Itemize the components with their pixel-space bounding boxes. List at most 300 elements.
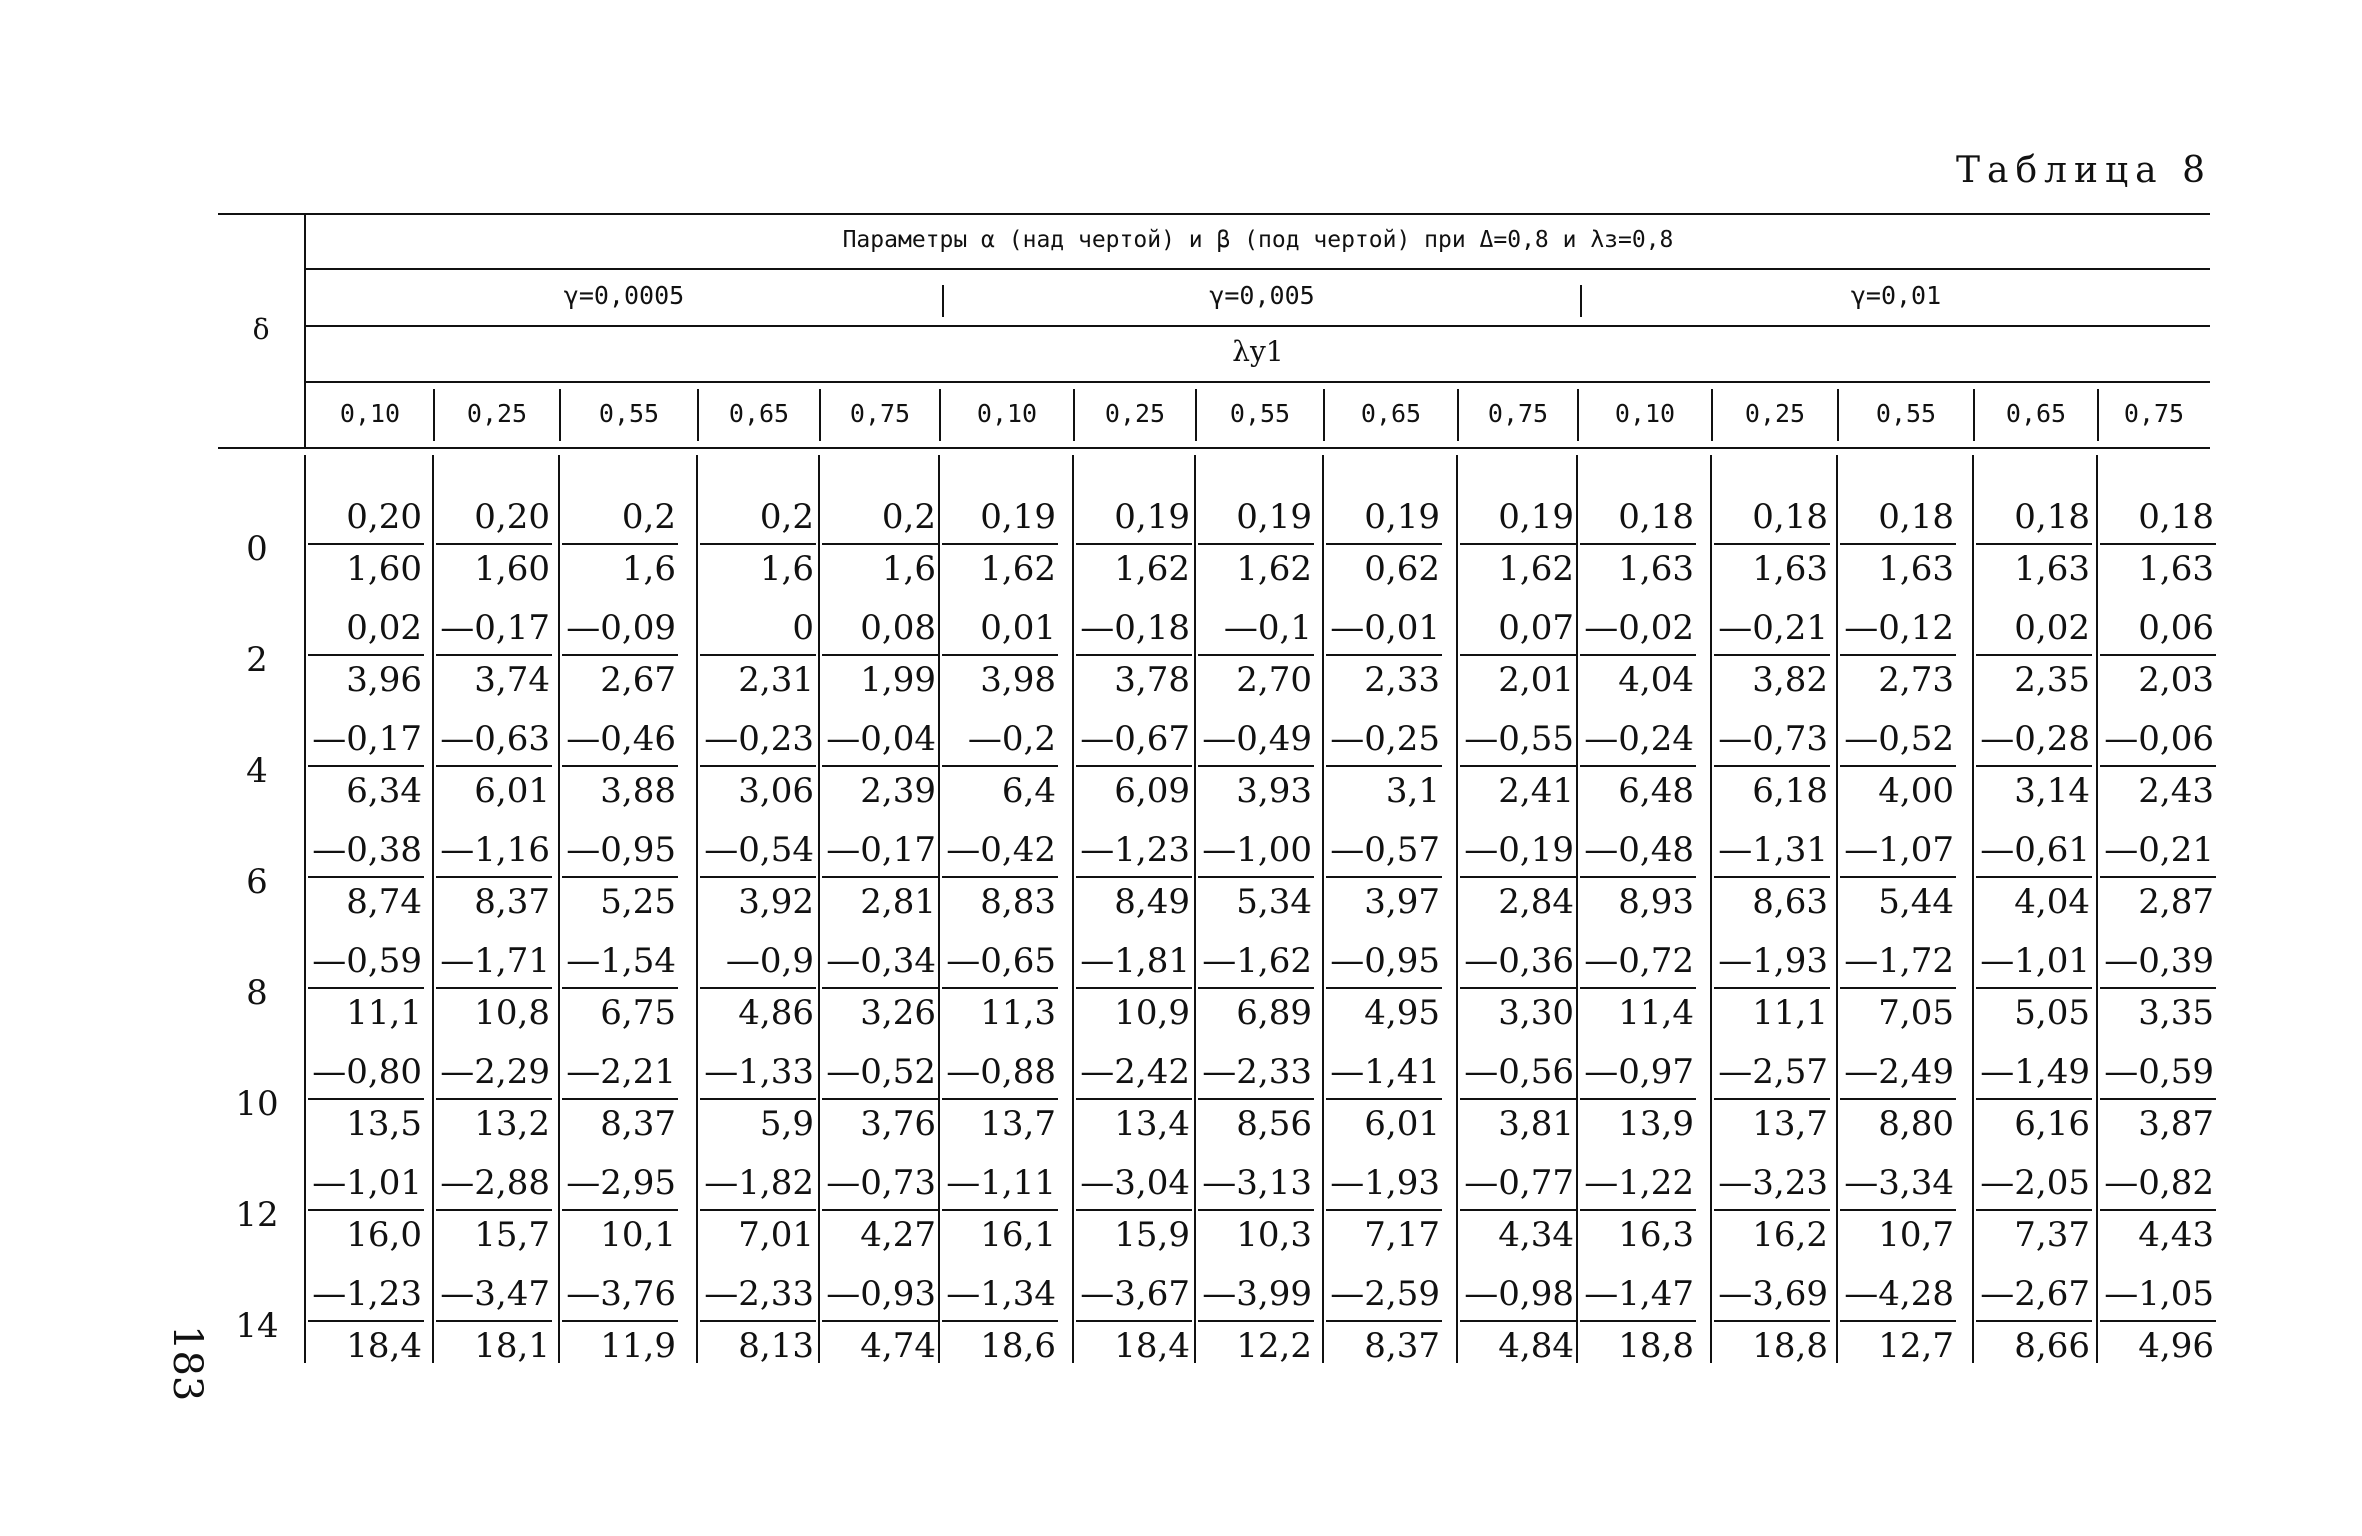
beta-value: 16,2 bbox=[1752, 1215, 1828, 1255]
alpha-value: —2,21 bbox=[566, 1052, 676, 1092]
table-cell bbox=[1458, 671, 1588, 811]
fraction-bar bbox=[2100, 1209, 2216, 1211]
alpha-value: —3,69 bbox=[1718, 1274, 1828, 1314]
fraction-bar bbox=[1326, 876, 1442, 878]
fraction-bar bbox=[2100, 1098, 2216, 1100]
table-cell bbox=[1074, 1004, 1204, 1144]
alpha-value: 0,19 bbox=[1364, 497, 1440, 537]
table-cell bbox=[1074, 449, 1204, 589]
table-cell bbox=[306, 893, 436, 1033]
table-title: Таблица 8 bbox=[1956, 150, 2212, 191]
fraction-bar bbox=[1198, 1209, 1314, 1211]
beta-value: 2,39 bbox=[860, 771, 936, 811]
fraction-bar bbox=[1580, 1098, 1696, 1100]
beta-value: 3,93 bbox=[1236, 771, 1312, 811]
alpha-value: —0,09 bbox=[566, 608, 676, 648]
table-cell bbox=[1458, 893, 1588, 1033]
body-column-separator bbox=[1072, 455, 1074, 1363]
table-cell bbox=[2098, 893, 2228, 1033]
fraction-bar bbox=[942, 1098, 1058, 1100]
fraction-bar bbox=[308, 1209, 424, 1211]
lambda-value-14: 0,65 bbox=[2005, 399, 2067, 428]
alpha-value: —0,61 bbox=[1980, 830, 2090, 870]
alpha-value: —0,98 bbox=[1464, 1274, 1574, 1314]
table-cell bbox=[1838, 1226, 1968, 1366]
fraction-bar bbox=[1976, 543, 2092, 545]
table-cell bbox=[1974, 1115, 2104, 1255]
lambda-separator bbox=[939, 389, 941, 441]
beta-value: 12,2 bbox=[1236, 1326, 1312, 1366]
fraction-bar bbox=[700, 1320, 816, 1322]
fraction-bar bbox=[1580, 543, 1696, 545]
gamma-separator-1 bbox=[942, 285, 944, 317]
beta-value: 2,67 bbox=[600, 660, 676, 700]
beta-value: 1,63 bbox=[2014, 549, 2090, 589]
alpha-value: —1,81 bbox=[1080, 941, 1190, 981]
beta-value: 6,34 bbox=[346, 771, 422, 811]
delta-value: 4 bbox=[246, 751, 268, 791]
table-cell bbox=[1838, 893, 1968, 1033]
fraction-bar bbox=[822, 654, 938, 656]
table-cell bbox=[434, 782, 564, 922]
body-column-separator bbox=[1456, 455, 1458, 1363]
beta-value: 8,37 bbox=[474, 882, 550, 922]
alpha-value: —3,04 bbox=[1080, 1163, 1190, 1203]
fraction-bar bbox=[1326, 765, 1442, 767]
table-cell bbox=[306, 449, 436, 589]
table-cell bbox=[1324, 560, 1454, 700]
table-cell bbox=[698, 560, 828, 700]
beta-value: 2,03 bbox=[2138, 660, 2214, 700]
beta-value: 15,9 bbox=[1114, 1215, 1190, 1255]
alpha-value: 0,02 bbox=[2014, 608, 2090, 648]
table-cell bbox=[306, 560, 436, 700]
beta-value: 4,27 bbox=[860, 1215, 936, 1255]
alpha-value: —1,54 bbox=[566, 941, 676, 981]
beta-value: 8,37 bbox=[600, 1104, 676, 1144]
lambda-separator bbox=[819, 389, 821, 441]
fraction-bar bbox=[436, 654, 552, 656]
body-column-separator bbox=[304, 455, 306, 1363]
fraction-bar bbox=[308, 1098, 424, 1100]
alpha-value: —0,38 bbox=[312, 830, 422, 870]
beta-value: 11,3 bbox=[980, 993, 1056, 1033]
fraction-bar bbox=[1580, 876, 1696, 878]
alpha-value: —0,59 bbox=[2104, 1052, 2214, 1092]
alpha-value: —2,67 bbox=[1980, 1274, 2090, 1314]
fraction-bar bbox=[1076, 987, 1192, 989]
alpha-value: —1,01 bbox=[312, 1163, 422, 1203]
beta-value: 1,60 bbox=[474, 549, 550, 589]
alpha-value: 0,01 bbox=[980, 608, 1056, 648]
table-cell bbox=[820, 671, 950, 811]
alpha-value: —1,22 bbox=[1584, 1163, 1694, 1203]
beta-value: 8,74 bbox=[346, 882, 422, 922]
alpha-value: —3,47 bbox=[440, 1274, 550, 1314]
fraction-bar bbox=[942, 1320, 1058, 1322]
alpha-value: —0,25 bbox=[1330, 719, 1440, 759]
table-cell bbox=[434, 560, 564, 700]
table-cell bbox=[820, 1226, 950, 1366]
fraction-bar bbox=[562, 1098, 678, 1100]
alpha-value: 0,19 bbox=[980, 497, 1056, 537]
lambda-rule bbox=[306, 381, 2210, 383]
beta-value: 4,04 bbox=[1618, 660, 1694, 700]
beta-value: 10,3 bbox=[1236, 1215, 1312, 1255]
table-cell bbox=[1458, 1115, 1588, 1255]
alpha-value: 0,18 bbox=[2138, 497, 2214, 537]
fraction-bar bbox=[1460, 1320, 1576, 1322]
fraction-bar bbox=[1840, 543, 1956, 545]
table-cell bbox=[434, 893, 564, 1033]
alpha-value: —1,23 bbox=[1080, 830, 1190, 870]
lambda-value-12: 0,25 bbox=[1744, 399, 1806, 428]
beta-value: 13,7 bbox=[1752, 1104, 1828, 1144]
lambda-value-9: 0,65 bbox=[1360, 399, 1422, 428]
lambda-value-5: 0,75 bbox=[849, 399, 911, 428]
fraction-bar bbox=[1326, 987, 1442, 989]
body-column-separator bbox=[2096, 455, 2098, 1363]
alpha-value: —1,23 bbox=[312, 1274, 422, 1314]
fraction-bar bbox=[822, 543, 938, 545]
table-cell bbox=[940, 893, 1070, 1033]
table-body bbox=[218, 449, 2214, 1367]
fraction-bar bbox=[1580, 987, 1696, 989]
alpha-value: —3,99 bbox=[1202, 1274, 1312, 1314]
alpha-value: —2,95 bbox=[566, 1163, 676, 1203]
table-cell bbox=[2098, 671, 2228, 811]
table-cell bbox=[1838, 671, 1968, 811]
beta-value: 4,84 bbox=[1498, 1326, 1574, 1366]
beta-value: 18,4 bbox=[1114, 1326, 1190, 1366]
alpha-value: —0,57 bbox=[1330, 830, 1440, 870]
fraction-bar bbox=[308, 765, 424, 767]
beta-value: 6,01 bbox=[474, 771, 550, 811]
beta-value: 4,00 bbox=[1878, 771, 1954, 811]
beta-value: 3,26 bbox=[860, 993, 936, 1033]
fraction-bar bbox=[436, 1320, 552, 1322]
alpha-value: —0,1 bbox=[1223, 608, 1312, 648]
table-cell bbox=[1578, 1226, 1708, 1366]
lambda-label: λy1 bbox=[1232, 335, 1284, 368]
fraction-bar bbox=[2100, 1320, 2216, 1322]
table-cell bbox=[1074, 893, 1204, 1033]
alpha-value: 0 bbox=[792, 608, 814, 648]
beta-value: 12,7 bbox=[1878, 1326, 1954, 1366]
table-cell bbox=[1196, 1226, 1326, 1366]
beta-value: 8,49 bbox=[1114, 882, 1190, 922]
beta-value: 10,8 bbox=[474, 993, 550, 1033]
alpha-value: —0,17 bbox=[312, 719, 422, 759]
fraction-bar bbox=[1580, 1320, 1696, 1322]
beta-value: 0,62 bbox=[1364, 549, 1440, 589]
beta-value: 13,7 bbox=[980, 1104, 1056, 1144]
table-cell bbox=[698, 1226, 828, 1366]
fraction-bar bbox=[1976, 1320, 2092, 1322]
beta-value: 6,89 bbox=[1236, 993, 1312, 1033]
alpha-value: —0,93 bbox=[826, 1274, 936, 1314]
table-cell bbox=[1196, 893, 1326, 1033]
table-cell bbox=[560, 1115, 690, 1255]
beta-value: 1,62 bbox=[1114, 549, 1190, 589]
fraction-bar bbox=[1840, 1209, 1956, 1211]
table-cell bbox=[820, 1004, 950, 1144]
table-cell bbox=[1712, 449, 1842, 589]
beta-value: 3,76 bbox=[860, 1104, 936, 1144]
beta-value: 3,88 bbox=[600, 771, 676, 811]
alpha-value: —1,33 bbox=[704, 1052, 814, 1092]
alpha-value: —4,28 bbox=[1844, 1274, 1954, 1314]
table-cell bbox=[698, 671, 828, 811]
beta-value: 5,44 bbox=[1878, 882, 1954, 922]
fraction-bar bbox=[1460, 987, 1576, 989]
beta-value: 4,74 bbox=[860, 1326, 936, 1366]
lambda-separator bbox=[1457, 389, 1459, 441]
beta-value: 18,8 bbox=[1752, 1326, 1828, 1366]
fraction-bar bbox=[1460, 1098, 1576, 1100]
body-column-separator bbox=[696, 455, 698, 1363]
table-cell bbox=[698, 449, 828, 589]
table-cell bbox=[2098, 1226, 2228, 1366]
alpha-value: —1,05 bbox=[2104, 1274, 2214, 1314]
alpha-value: 0,19 bbox=[1498, 497, 1574, 537]
table-cell bbox=[698, 1115, 828, 1255]
fraction-bar bbox=[562, 765, 678, 767]
beta-value: 1,60 bbox=[346, 549, 422, 589]
alpha-value: —0,54 bbox=[704, 830, 814, 870]
fraction-bar bbox=[942, 543, 1058, 545]
alpha-value: —1,93 bbox=[1330, 1163, 1440, 1203]
fraction-bar bbox=[1714, 1098, 1830, 1100]
body-column-separator bbox=[1836, 455, 1838, 1363]
beta-value: 3,82 bbox=[1752, 660, 1828, 700]
fraction-bar bbox=[1076, 876, 1192, 878]
fraction-bar bbox=[562, 1209, 678, 1211]
table-cell bbox=[434, 1004, 564, 1144]
fraction-bar bbox=[562, 987, 678, 989]
alpha-value: —0,73 bbox=[1718, 719, 1828, 759]
alpha-value: 0,08 bbox=[860, 608, 936, 648]
fraction-bar bbox=[942, 1209, 1058, 1211]
table-cell bbox=[1974, 893, 2104, 1033]
delta-column-header: δ bbox=[252, 313, 270, 346]
table-cell bbox=[1974, 1226, 2104, 1366]
alpha-value: —2,57 bbox=[1718, 1052, 1828, 1092]
fraction-bar bbox=[2100, 765, 2216, 767]
beta-value: 4,96 bbox=[2138, 1326, 2214, 1366]
body-column-separator bbox=[1710, 455, 1712, 1363]
beta-value: 13,2 bbox=[474, 1104, 550, 1144]
beta-value: 3,06 bbox=[738, 771, 814, 811]
lambda-separator bbox=[697, 389, 699, 441]
table-cell bbox=[1074, 1115, 1204, 1255]
lambda-value-1: 0,10 bbox=[339, 399, 401, 428]
fraction-bar bbox=[700, 1098, 816, 1100]
table-cell bbox=[1712, 1115, 1842, 1255]
beta-value: 2,01 bbox=[1498, 660, 1574, 700]
beta-value: 15,7 bbox=[474, 1215, 550, 1255]
beta-value: 11,9 bbox=[600, 1326, 676, 1366]
table-cell bbox=[560, 671, 690, 811]
alpha-value: —1,93 bbox=[1718, 941, 1828, 981]
beta-value: 5,9 bbox=[759, 1104, 814, 1144]
lambda-separator bbox=[1973, 389, 1975, 441]
fraction-bar bbox=[1840, 654, 1956, 656]
fraction-bar bbox=[1976, 876, 2092, 878]
alpha-value: 0,18 bbox=[1752, 497, 1828, 537]
beta-value: 6,18 bbox=[1752, 771, 1828, 811]
table-cell bbox=[1712, 1226, 1842, 1366]
beta-value: 1,63 bbox=[1878, 549, 1954, 589]
beta-value: 3,35 bbox=[2138, 993, 2214, 1033]
alpha-value: —1,16 bbox=[440, 830, 550, 870]
fraction-bar bbox=[1714, 1209, 1830, 1211]
fraction-bar bbox=[1198, 876, 1314, 878]
lambda-separator bbox=[2097, 389, 2099, 441]
beta-value: 1,63 bbox=[2138, 549, 2214, 589]
fraction-bar bbox=[942, 765, 1058, 767]
delta-value: 2 bbox=[246, 640, 268, 680]
table-cell bbox=[1578, 782, 1708, 922]
beta-value: 7,01 bbox=[738, 1215, 814, 1255]
beta-value: 2,73 bbox=[1878, 660, 1954, 700]
alpha-value: —1,82 bbox=[704, 1163, 814, 1203]
alpha-value: —1,49 bbox=[1980, 1052, 2090, 1092]
lambda-value-6: 0,10 bbox=[976, 399, 1038, 428]
beta-value: 2,43 bbox=[2138, 771, 2214, 811]
gamma-separator-2 bbox=[1580, 285, 1582, 317]
fraction-bar bbox=[700, 654, 816, 656]
beta-value: 7,17 bbox=[1364, 1215, 1440, 1255]
fraction-bar bbox=[1840, 1320, 1956, 1322]
beta-value: 6,75 bbox=[600, 993, 676, 1033]
caption-rule bbox=[306, 268, 2210, 270]
lambda-value-13: 0,55 bbox=[1875, 399, 1937, 428]
alpha-value: —0,56 bbox=[1464, 1052, 1574, 1092]
fraction-bar bbox=[822, 765, 938, 767]
beta-value: 3,97 bbox=[1364, 882, 1440, 922]
fraction-bar bbox=[1076, 1098, 1192, 1100]
beta-value: 3,78 bbox=[1114, 660, 1190, 700]
body-column-separator bbox=[1194, 455, 1196, 1363]
fraction-bar bbox=[1976, 1209, 2092, 1211]
alpha-value: —0,82 bbox=[2104, 1163, 2214, 1203]
table-cell bbox=[1196, 1004, 1326, 1144]
fraction-bar bbox=[562, 654, 678, 656]
table-cell bbox=[1196, 671, 1326, 811]
body-column-separator bbox=[558, 455, 560, 1363]
fraction-bar bbox=[1076, 1320, 1192, 1322]
lambda-separator bbox=[559, 389, 561, 441]
alpha-value: —0,88 bbox=[946, 1052, 1056, 1092]
alpha-value: —3,13 bbox=[1202, 1163, 1312, 1203]
beta-value: 6,01 bbox=[1364, 1104, 1440, 1144]
alpha-value: 0,2 bbox=[881, 497, 936, 537]
beta-value: 1,62 bbox=[1236, 549, 1312, 589]
table-cell bbox=[820, 560, 950, 700]
fraction-bar bbox=[1840, 765, 1956, 767]
alpha-value: —0,17 bbox=[440, 608, 550, 648]
table-cell bbox=[1196, 1115, 1326, 1255]
alpha-value: —0,97 bbox=[1584, 1052, 1694, 1092]
delta-value: 12 bbox=[235, 1195, 279, 1235]
beta-value: 2,70 bbox=[1236, 660, 1312, 700]
fraction-bar bbox=[1840, 876, 1956, 878]
fraction-bar bbox=[1076, 543, 1192, 545]
alpha-value: —2,29 bbox=[440, 1052, 550, 1092]
delta-value: 6 bbox=[246, 862, 268, 902]
beta-value: 11,1 bbox=[1752, 993, 1828, 1033]
table-cell bbox=[940, 782, 1070, 922]
table-cell bbox=[1324, 1004, 1454, 1144]
delta-value: 8 bbox=[246, 973, 268, 1013]
alpha-value: —0,52 bbox=[826, 1052, 936, 1092]
fraction-bar bbox=[1714, 1320, 1830, 1322]
fraction-bar bbox=[1198, 654, 1314, 656]
beta-value: 18,4 bbox=[346, 1326, 422, 1366]
table-cell bbox=[820, 782, 950, 922]
fraction-bar bbox=[1460, 654, 1576, 656]
lambda-value-4: 0,65 bbox=[728, 399, 790, 428]
beta-value: 3,74 bbox=[474, 660, 550, 700]
beta-value: 3,87 bbox=[2138, 1104, 2214, 1144]
table-cell bbox=[1458, 560, 1588, 700]
fraction-bar bbox=[2100, 654, 2216, 656]
fraction-bar bbox=[1076, 654, 1192, 656]
table-cell bbox=[1458, 782, 1588, 922]
table-cell bbox=[1712, 560, 1842, 700]
alpha-value: —2,49 bbox=[1844, 1052, 1954, 1092]
beta-value: 13,4 bbox=[1114, 1104, 1190, 1144]
lambda-value-2: 0,25 bbox=[466, 399, 528, 428]
table-cell bbox=[1712, 671, 1842, 811]
fraction-bar bbox=[700, 1209, 816, 1211]
table-cell bbox=[1196, 560, 1326, 700]
table-cell bbox=[560, 782, 690, 922]
beta-value: 8,93 bbox=[1618, 882, 1694, 922]
lambda-separator bbox=[1073, 389, 1075, 441]
table-cell bbox=[1196, 782, 1326, 922]
alpha-value: —0,42 bbox=[946, 830, 1056, 870]
alpha-value: —1,11 bbox=[946, 1163, 1056, 1203]
beta-value: 2,31 bbox=[738, 660, 814, 700]
fraction-bar bbox=[436, 1098, 552, 1100]
alpha-value: —2,59 bbox=[1330, 1274, 1440, 1314]
table-cell bbox=[1578, 1004, 1708, 1144]
beta-value: 1,63 bbox=[1618, 549, 1694, 589]
beta-value: 18,6 bbox=[980, 1326, 1056, 1366]
alpha-value: —0,49 bbox=[1202, 719, 1312, 759]
table-cell bbox=[1838, 1004, 1968, 1144]
alpha-value: 0,19 bbox=[1236, 497, 1312, 537]
fraction-bar bbox=[1326, 654, 1442, 656]
table-cell bbox=[1974, 560, 2104, 700]
beta-value: 11,1 bbox=[346, 993, 422, 1033]
beta-value: 3,92 bbox=[738, 882, 814, 922]
alpha-value: —0,95 bbox=[1330, 941, 1440, 981]
table-cell bbox=[698, 782, 828, 922]
beta-value: 8,37 bbox=[1364, 1326, 1440, 1366]
fraction-bar bbox=[1714, 765, 1830, 767]
fraction-bar bbox=[1976, 765, 2092, 767]
alpha-value: —1,01 bbox=[1980, 941, 2090, 981]
table-cell bbox=[940, 449, 1070, 589]
fraction-bar bbox=[308, 1320, 424, 1322]
table-cell bbox=[820, 1115, 950, 1255]
table-cell bbox=[1324, 782, 1454, 922]
alpha-value: —0,18 bbox=[1080, 608, 1190, 648]
alpha-value: 0,2 bbox=[621, 497, 676, 537]
